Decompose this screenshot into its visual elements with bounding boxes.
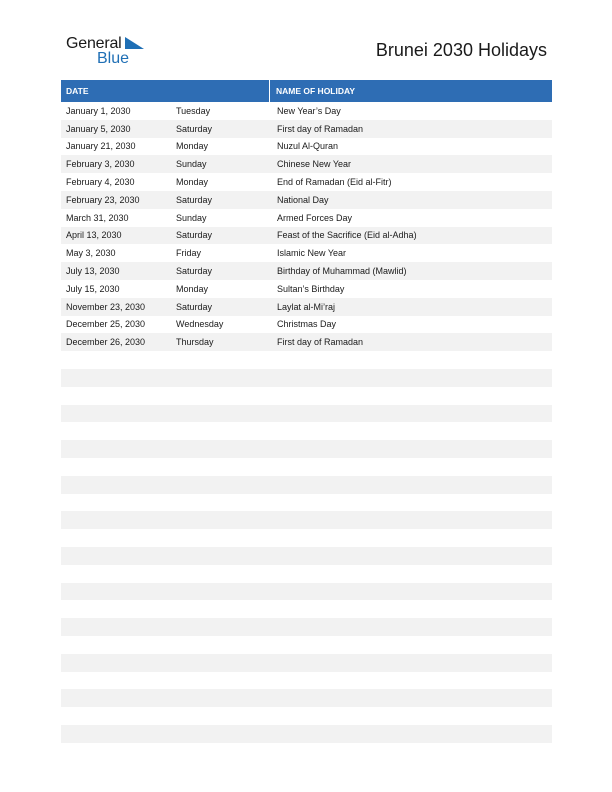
table-row [61,422,552,440]
table-row [61,191,552,209]
cell-holiday-name: First day of Ramadan [277,337,364,348]
table-row [61,173,552,191]
table-row [61,707,552,725]
table-row [61,583,552,601]
table-row [61,369,552,387]
table-row [61,547,552,565]
cell-weekday: Monday [176,283,209,294]
table-row [61,262,552,280]
table-row [61,298,552,316]
cell-holiday-name: Sultan’s Birthday [277,283,345,294]
table-row [61,672,552,690]
logo-text-general: General [66,35,122,52]
table-row [61,280,552,298]
page-title: Brunei 2030 Holidays [375,40,547,60]
cell-date: April 13, 2030 [66,230,122,241]
table-row [61,511,552,529]
cell-holiday-name: New Year’s Day [277,105,341,116]
table-row [61,316,552,334]
cell-weekday: Sunday [176,159,207,170]
logo [66,34,156,68]
table-row [61,155,552,173]
table-row [61,618,552,636]
table-row [61,743,552,761]
cell-weekday: Monday [176,177,209,188]
cell-holiday-name: Islamic New Year [277,248,347,259]
table-row [61,120,552,138]
cell-weekday: Saturday [176,123,213,134]
cell-weekday: Tuesday [176,105,211,116]
logo-text-blue: Blue [97,50,130,67]
cell-date: January 5, 2030 [66,123,131,134]
cell-weekday: Wednesday [176,319,224,330]
cell-holiday-name: Feast of the Sacrifice (Eid al-Adha) [277,230,417,241]
cell-weekday: Monday [176,141,209,152]
cell-holiday-name: Christmas Day [277,319,337,330]
cell-date: July 13, 2030 [66,266,120,277]
cell-weekday: Saturday [176,230,213,241]
cell-weekday: Saturday [176,194,213,205]
holiday-table [61,80,552,760]
cell-holiday-name: Laylat al-Mi’raj [277,301,336,312]
table-row [61,333,552,351]
table-row [61,636,552,654]
cell-holiday-name: Nuzul Al-Quran [277,141,339,152]
table-row [61,565,552,583]
cell-date: December 26, 2030 [66,337,146,348]
table-row [61,138,552,156]
table-row [61,476,552,494]
cell-holiday-name: First day of Ramadan [277,123,364,134]
cell-holiday-name: National Day [277,194,329,205]
table-row [61,405,552,423]
cell-date: March 31, 2030 [66,212,129,223]
table-row [61,440,552,458]
cell-date: November 23, 2030 [66,301,146,312]
cell-holiday-name: Chinese New Year [277,159,352,170]
cell-date: January 1, 2030 [66,105,131,116]
cell-weekday: Friday [176,248,202,259]
table-row [61,600,552,618]
table-header [61,80,552,102]
cell-date: January 21, 2030 [66,141,136,152]
table-row [61,689,552,707]
table-row [61,351,552,369]
cell-holiday-name: Birthday of Muhammad (Mawlid) [277,266,407,277]
table-row [61,725,552,743]
cell-weekday: Saturday [176,301,213,312]
table-row [61,244,552,262]
cell-weekday: Sunday [176,212,207,223]
cell-date: May 3, 2030 [66,248,116,259]
cell-date: February 23, 2030 [66,194,140,205]
table-row [61,458,552,476]
table-row [61,227,552,245]
table-row [61,654,552,672]
cell-weekday: Thursday [176,337,214,348]
table-body [61,102,552,760]
table-row [61,387,552,405]
table-row [61,494,552,512]
table-row [61,102,552,120]
cell-holiday-name: End of Ramadan (Eid al-Fitr) [277,177,392,188]
cell-date: July 15, 2030 [66,283,120,294]
cell-weekday: Saturday [176,266,213,277]
cell-date: December 25, 2030 [66,319,146,330]
cell-holiday-name: Armed Forces Day [277,212,353,223]
column-header-date: DATE [61,80,270,102]
cell-date: February 4, 2030 [66,177,135,188]
table-row [61,529,552,547]
table-row [61,209,552,227]
column-header-name: NAME OF HOLIDAY [276,86,356,96]
cell-date: February 3, 2030 [66,159,135,170]
